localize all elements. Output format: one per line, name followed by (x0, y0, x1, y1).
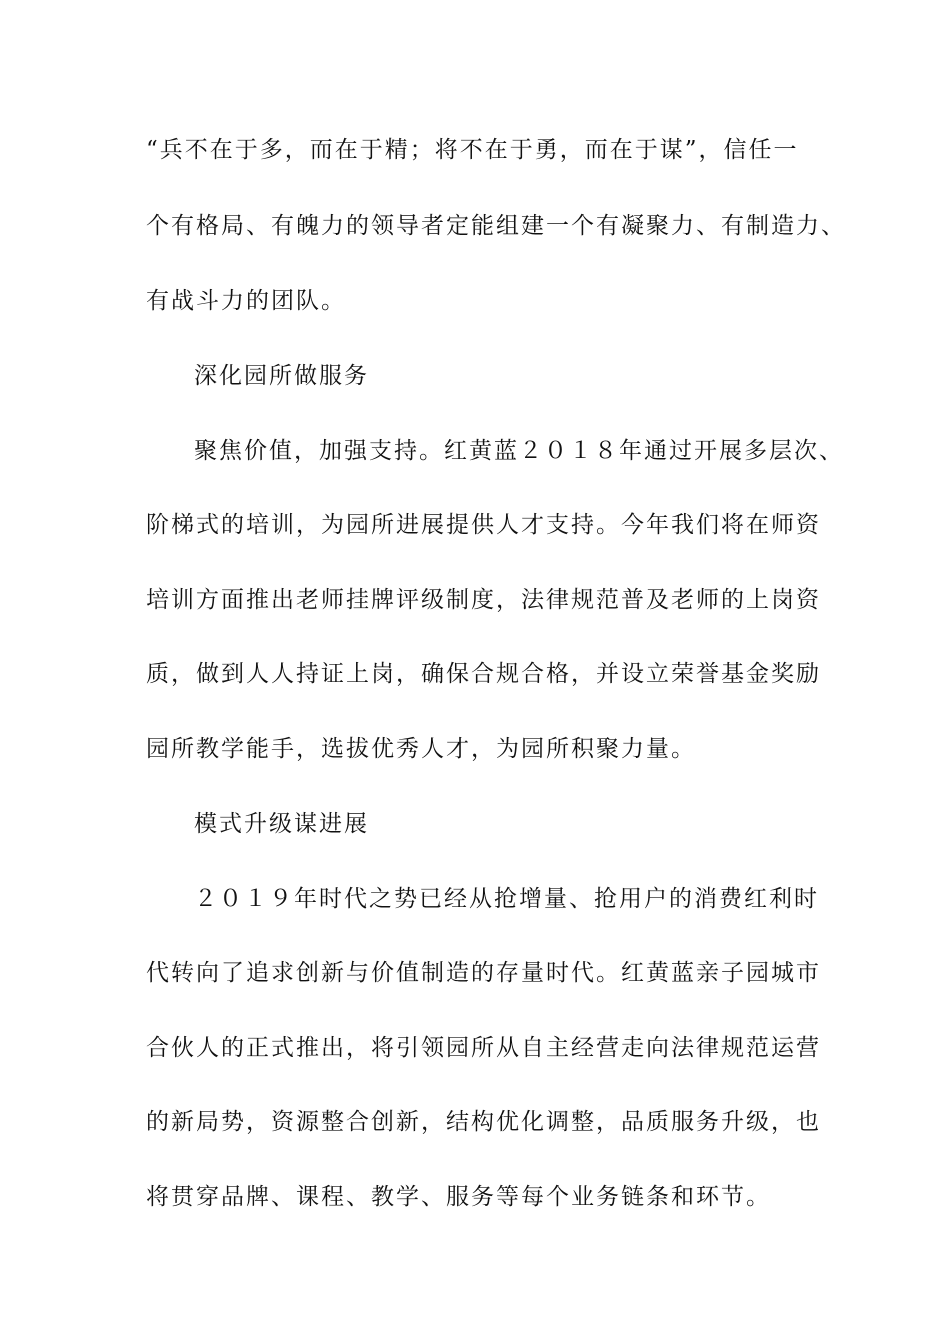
section-heading: 模式升级谋进展 (194, 811, 369, 837)
paragraph-line: 质，做到人人持证上岗，确保合规合格，并设立荣誉基金奖励 (146, 661, 821, 687)
paragraph-line: 的新局势，资源整合创新，结构优化调整，品质服务升级，也 (146, 1109, 821, 1135)
paragraph-line: 园所教学能手，选拔优秀人才，为园所积聚力量。 (146, 736, 696, 762)
paragraph-line: “兵不在于多，而在于精；将不在于勇，而在于谋”，信任一 (146, 137, 799, 163)
paragraph-line: ２０１９年时代之势已经从抢增量、抢用户的消费红利时 (194, 886, 819, 912)
paragraph-line: 有战斗力的团队。 (146, 288, 346, 314)
section-heading: 深化园所做服务 (194, 363, 369, 389)
paragraph-line: 合伙人的正式推出，将引领园所从自主经营走向法律规范运营 (146, 1035, 821, 1061)
paragraph-line: 将贯穿品牌、课程、教学、服务等每个业务链条和环节。 (146, 1184, 771, 1210)
paragraph-line: 培训方面推出老师挂牌评级制度，法律规范普及老师的上岗资 (146, 587, 821, 613)
paragraph-line: 个有格局、有魄力的领导者定能组建一个有凝聚力、有制造力、 (146, 213, 846, 239)
paragraph-line: 代转向了追求创新与价值制造的存量时代。红黄蓝亲子园城市 (146, 960, 821, 986)
paragraph-line: 聚焦价值，加强支持。红黄蓝２０１８年通过开展多层次、 (194, 438, 844, 464)
paragraph-line: 阶梯式的培训，为园所进展提供人才支持。今年我们将在师资 (146, 512, 821, 538)
